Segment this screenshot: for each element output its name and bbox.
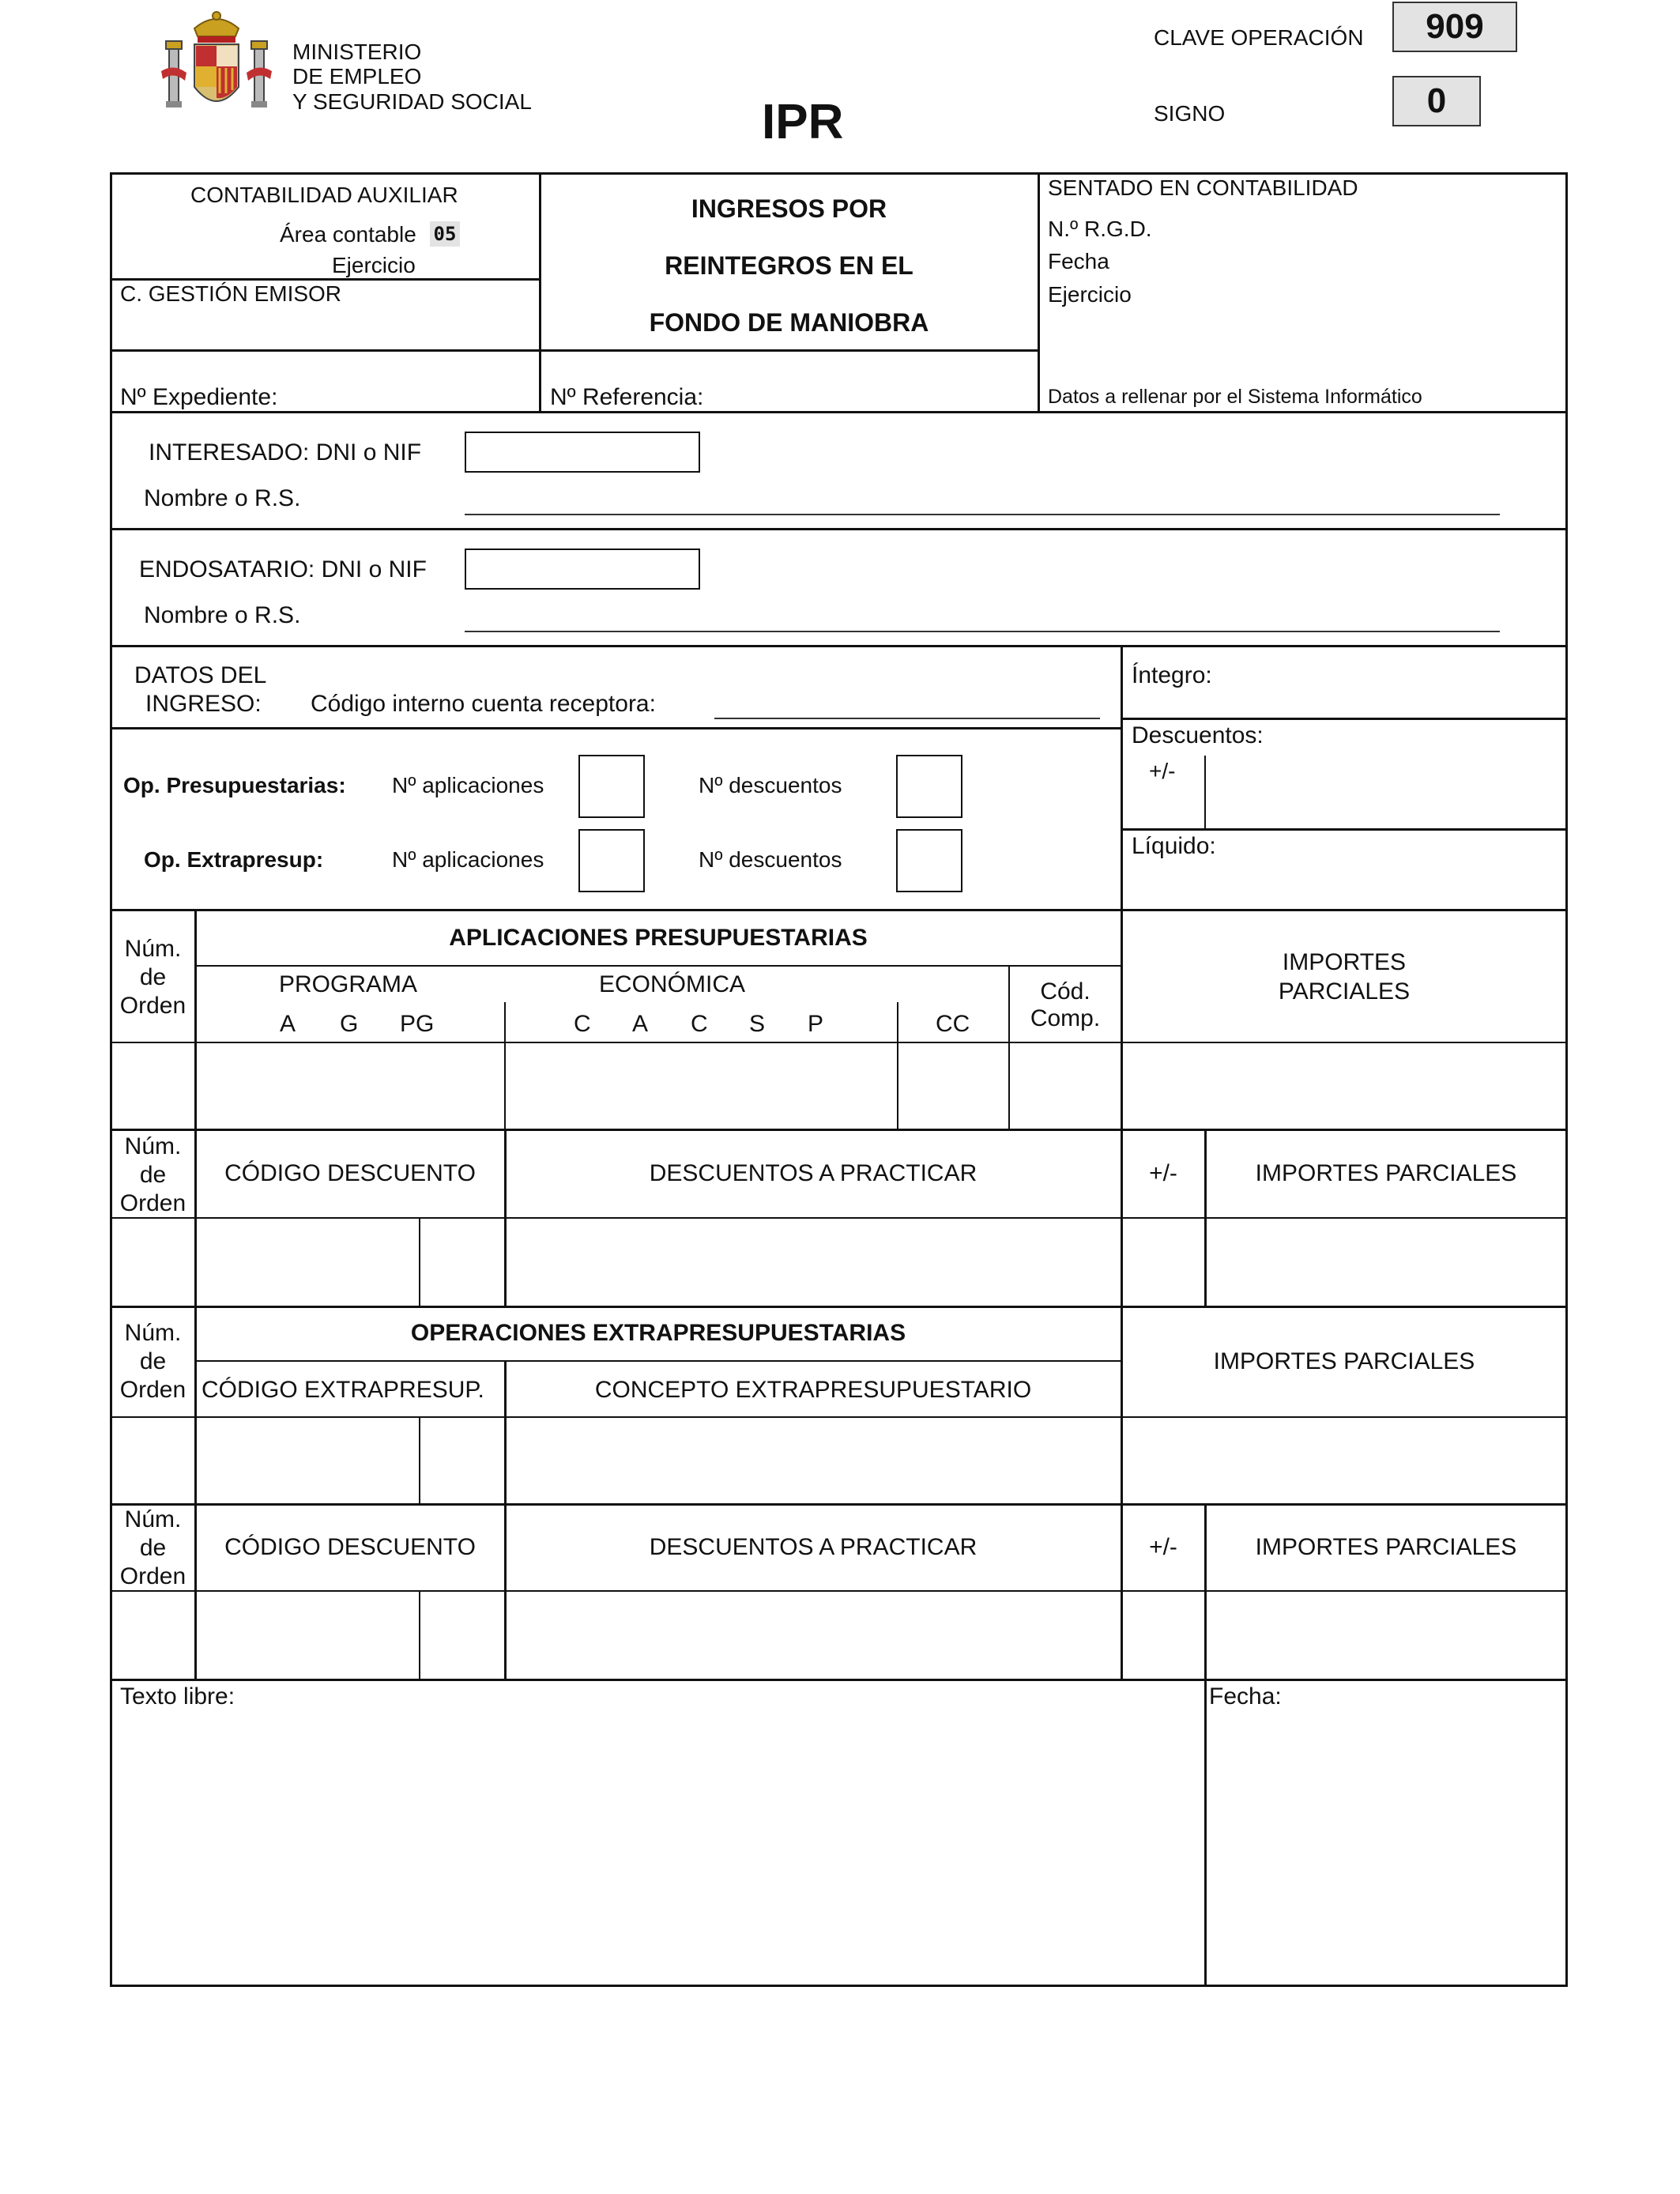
desc2-sign-header: +/- — [1149, 1534, 1177, 1560]
economica-col-s: S — [749, 1011, 766, 1037]
extra-num-line3: Orden — [119, 1377, 186, 1403]
ministry-line3: Y SEGURIDAD SOCIAL — [292, 89, 532, 114]
extra-num-line1: Núm. — [124, 1320, 182, 1346]
form-title-line1: INGRESOS POR — [691, 194, 887, 223]
liquido-label: Líquido: — [1132, 833, 1216, 859]
economica-label: ECONÓMICA — [599, 971, 746, 997]
cod-comp-line1: Cód. — [1040, 978, 1090, 1005]
cuenta-receptora-field[interactable] — [714, 718, 1100, 719]
interesado-dni-label: INTERESADO: DNI o NIF — [149, 439, 422, 466]
aplicaciones-entry-row[interactable] — [111, 1043, 1565, 1129]
clave-label: CLAVE OPERACIÓN — [1154, 25, 1364, 50]
descuentos1-entry-row[interactable] — [111, 1219, 1565, 1306]
ejercicio2-label: Ejercicio — [1048, 282, 1132, 307]
presup-aplicaciones-label: Nº aplicaciones — [392, 773, 544, 797]
programa-col-a: A — [280, 1011, 296, 1037]
texto-libre-label: Texto libre: — [120, 1683, 235, 1710]
desc2-practicar-header: DESCUENTOS A PRACTICAR — [649, 1534, 977, 1560]
op-extrapresup-label: Op. Extrapresup: — [144, 847, 324, 872]
area-contable-label: Área contable — [280, 222, 416, 247]
cuenta-receptora-label: Código interno cuenta receptora: — [311, 691, 656, 717]
datos-ingreso-line2: INGRESO: — [145, 691, 262, 717]
fecha-footer-field[interactable] — [1207, 1715, 1565, 1984]
coat-of-arms-logo — [158, 5, 275, 122]
endosatario-dni-label: ENDOSATARIO: DNI o NIF — [139, 556, 427, 582]
desc1-num-line2: de — [139, 1162, 167, 1188]
economica-col-c2: C — [691, 1011, 708, 1037]
desc2-num-line1: Núm. — [124, 1506, 182, 1532]
programa-label: PROGRAMA — [279, 971, 418, 997]
importes-parciales-line2: PARCIALES — [1278, 978, 1411, 1005]
aplic-num-line3: Orden — [119, 993, 186, 1019]
endosatario-nombre-label: Nombre o R.S. — [144, 602, 301, 628]
extra-descuentos-label: Nº descuentos — [699, 847, 842, 872]
interesado-nombre-label: Nombre o R.S. — [144, 485, 301, 511]
endosatario-nombre-field[interactable] — [465, 631, 1500, 632]
presup-aplicaciones-box[interactable] — [578, 755, 645, 818]
extra-descuentos-box[interactable] — [896, 829, 962, 892]
desc1-num-line3: Orden — [119, 1190, 186, 1216]
sentado-label: SENTADO EN CONTABILIDAD — [1048, 175, 1358, 200]
signo-label: SIGNO — [1154, 101, 1226, 126]
desc1-importes-header: IMPORTES PARCIALES — [1255, 1160, 1517, 1186]
op-presupuestarias-label: Op. Presupuestarias: — [123, 773, 346, 797]
ministry-line2: DE EMPLEO — [292, 64, 422, 89]
signo-value-box: 0 — [1392, 76, 1481, 126]
texto-libre-field[interactable] — [111, 1715, 1202, 1984]
ejercicio-label: Ejercicio — [332, 253, 416, 277]
desc2-importes-header: IMPORTES PARCIALES — [1255, 1534, 1517, 1560]
aplicaciones-title: APLICACIONES PRESUPUESTARIAS — [449, 925, 868, 951]
form-title-line3: FONDO DE MANIOBRA — [649, 308, 929, 337]
area-contable-value: 05 — [430, 221, 460, 247]
presup-descuentos-label: Nº descuentos — [699, 773, 842, 797]
aplic-num-line2: de — [139, 964, 167, 990]
desc2-num-line3: Orden — [119, 1563, 186, 1589]
economica-col-a: A — [632, 1011, 649, 1037]
sistema-note: Datos a rellenar por el Sistema Informático — [1048, 386, 1422, 408]
desc1-practicar-header: DESCUENTOS A PRACTICAR — [649, 1160, 977, 1186]
gestion-emisor-label: C. GESTIÓN EMISOR — [120, 281, 342, 306]
desc1-codigo-header: CÓDIGO DESCUENTO — [224, 1160, 476, 1186]
cc-label: CC — [936, 1011, 970, 1037]
extra-aplicaciones-box[interactable] — [578, 829, 645, 892]
descuentos2-entry-row[interactable] — [111, 1592, 1565, 1679]
form-title-line2: REINTEGROS EN EL — [665, 251, 913, 280]
form-code: IPR — [762, 95, 844, 149]
extra-aplicaciones-label: Nº aplicaciones — [392, 847, 544, 872]
desc2-codigo-header: CÓDIGO DESCUENTO — [224, 1534, 476, 1560]
fecha-footer-label: Fecha: — [1209, 1683, 1282, 1710]
interesado-dni-field[interactable] — [465, 432, 700, 473]
descuentos-sign: +/- — [1149, 759, 1176, 783]
extra-concepto-header: CONCEPTO EXTRAPRESUPUESTARIO — [594, 1377, 1032, 1403]
interesado-nombre-field[interactable] — [465, 514, 1500, 515]
extrapresup-entry-row[interactable] — [111, 1418, 1565, 1503]
desc1-num-line1: Núm. — [124, 1133, 182, 1159]
aplic-num-line1: Núm. — [124, 936, 182, 962]
importes-parciales-line1: IMPORTES — [1282, 949, 1407, 975]
descuentos-label: Descuentos: — [1132, 722, 1264, 748]
desc1-sign-header: +/- — [1149, 1160, 1177, 1186]
extrapresup-title: OPERACIONES EXTRAPRESUPUESTARIAS — [410, 1320, 906, 1346]
cod-comp-line2: Comp. — [1030, 1005, 1101, 1031]
endosatario-dni-field[interactable] — [465, 548, 700, 590]
integro-label: Íntegro: — [1132, 662, 1212, 688]
ministry-line1: MINISTERIO — [292, 40, 422, 64]
desc2-num-line2: de — [139, 1535, 167, 1561]
rgd-label: N.º R.G.D. — [1048, 217, 1152, 241]
economica-col-p: P — [808, 1011, 824, 1037]
extra-num-line2: de — [139, 1348, 167, 1374]
expediente-label: Nº Expediente: — [120, 384, 278, 410]
extra-importes-header: IMPORTES PARCIALES — [1213, 1348, 1475, 1374]
programa-col-g: G — [340, 1011, 359, 1037]
datos-ingreso-line1: DATOS DEL — [134, 662, 267, 688]
extra-codigo-header: CÓDIGO EXTRAPRESUP. — [202, 1377, 484, 1403]
referencia-label: Nº Referencia: — [550, 384, 704, 410]
presup-descuentos-box[interactable] — [896, 755, 962, 818]
fecha-label: Fecha — [1048, 249, 1109, 273]
clave-value-box: 909 — [1392, 2, 1517, 52]
programa-col-pg: PG — [400, 1011, 435, 1037]
economica-col-c1: C — [574, 1011, 591, 1037]
contabilidad-auxiliar-label: CONTABILIDAD AUXILIAR — [190, 183, 458, 207]
